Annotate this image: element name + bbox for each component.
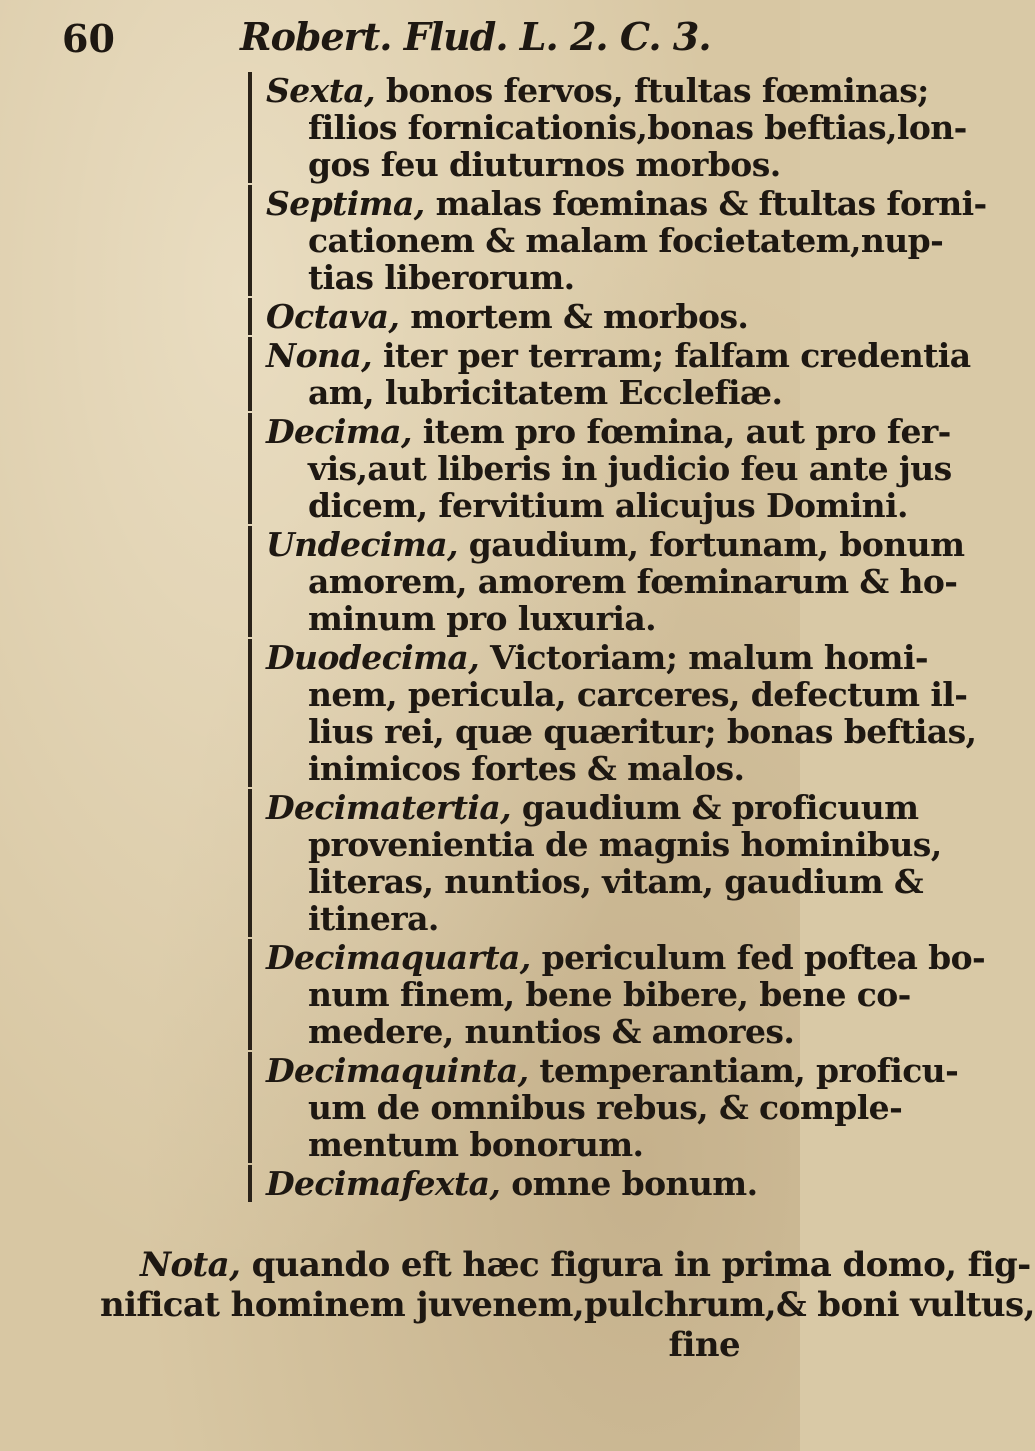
running-head: Robert. Flud. L. 2. C. 3. — [240, 14, 711, 59]
entry-decimaquinta — [248, 1051, 959, 1164]
entry-line: Victoriam; malum homi- — [490, 638, 928, 677]
entry-line: am, lubricitatem Ecclefiæ. — [308, 373, 783, 412]
entry-line: literas, nuntios, vitam, gaudium & — [308, 862, 924, 901]
entry-line: periculum fed poftea bo- — [541, 938, 986, 977]
entry-lead: Duodecima, — [266, 638, 480, 677]
entry-line: cationem & malam focietatem,nup- — [308, 221, 944, 260]
entry-lead: Decimaquinta, — [266, 1051, 529, 1090]
entry-duodecima — [248, 638, 977, 788]
entry-line: amorem, amorem fœminarum & ho- — [308, 562, 958, 601]
entry-line: gaudium & proficuum — [521, 788, 919, 827]
entry-line: omne bonum. — [511, 1164, 758, 1203]
entry-octava — [248, 298, 788, 335]
entry-decimatertia — [248, 788, 942, 938]
entry-line: inimicos fortes & malos. — [308, 749, 745, 788]
entry-list — [248, 71, 987, 1204]
entry-line: mortem & morbos. — [410, 297, 749, 336]
entry-decima — [248, 412, 952, 525]
entry-undecima — [248, 525, 965, 638]
nota-line: quando eft hæc figura in prima domo, fig- — [251, 1245, 1031, 1285]
entry-septima — [248, 184, 987, 297]
entry-lead: Nona, — [266, 336, 373, 375]
entry-line: medere, nuntios & amores. — [308, 1012, 795, 1051]
entry-lead: Decimaquarta, — [266, 938, 531, 977]
entry-line: lius rei, quæ quæritur; bonas beftias, — [308, 712, 977, 751]
entry-lead: Decimatertia, — [266, 788, 512, 827]
entry-line: um de omnibus rebus, & comple- — [308, 1088, 903, 1127]
entry-line: minum pro luxuria. — [308, 599, 656, 638]
nota-lead: Nota, — [140, 1245, 241, 1285]
entry-line: bonos fervos, ftultas fœminas; — [385, 71, 929, 110]
entry-lead: Undecima, — [266, 525, 458, 564]
page-number: 60 — [62, 16, 115, 61]
entry-line: temperantiam, proficu- — [539, 1051, 959, 1090]
entry-sexta — [248, 71, 967, 184]
nota-paragraph — [100, 1245, 1035, 1365]
entry-line: num finem, bene bibere, bene co- — [308, 975, 911, 1014]
entry-line: dicem, fervitium alicujus Domini. — [308, 486, 908, 525]
entry-line: tias liberorum. — [308, 258, 575, 297]
entry-line: gos feu diuturnos morbos. — [308, 145, 781, 184]
entry-lead: Octava, — [266, 297, 400, 336]
nota-catchword: fine — [668, 1325, 740, 1365]
nota-line: nificat hominem juvenem,pulchrum,& boni vultus, — [100, 1285, 1035, 1325]
entry-nona — [248, 336, 971, 412]
entry-line: item pro fœmina, aut pro fer- — [422, 412, 951, 451]
entry-line: gaudium, fortunam, bonum — [468, 525, 965, 564]
entry-lead: Septima, — [266, 184, 425, 223]
entry-line: provenientia de magnis hominibus, — [308, 825, 942, 864]
entry-line: itinera. — [308, 899, 439, 938]
entry-line: nem, pericula, carceres, defectum il- — [308, 675, 968, 714]
entry-decimaquarta — [248, 938, 986, 1051]
entry-line: mentum bonorum. — [308, 1125, 644, 1164]
entry-line: filios fornicationis,bonas beftias,lon- — [308, 108, 967, 147]
page-header — [0, 14, 800, 74]
entry-lead: Sexta, — [266, 71, 376, 110]
entry-line: iter per terram; falfam credentia — [382, 336, 971, 375]
entry-line: vis,aut liberis in judicio feu ante jus — [308, 449, 952, 488]
entry-lead: Decimafexta, — [266, 1164, 501, 1203]
entry-lead: Decima, — [266, 412, 412, 451]
entry-line: malas fœminas & ftultas forni- — [435, 184, 987, 223]
entry-decimafexta — [248, 1165, 788, 1202]
